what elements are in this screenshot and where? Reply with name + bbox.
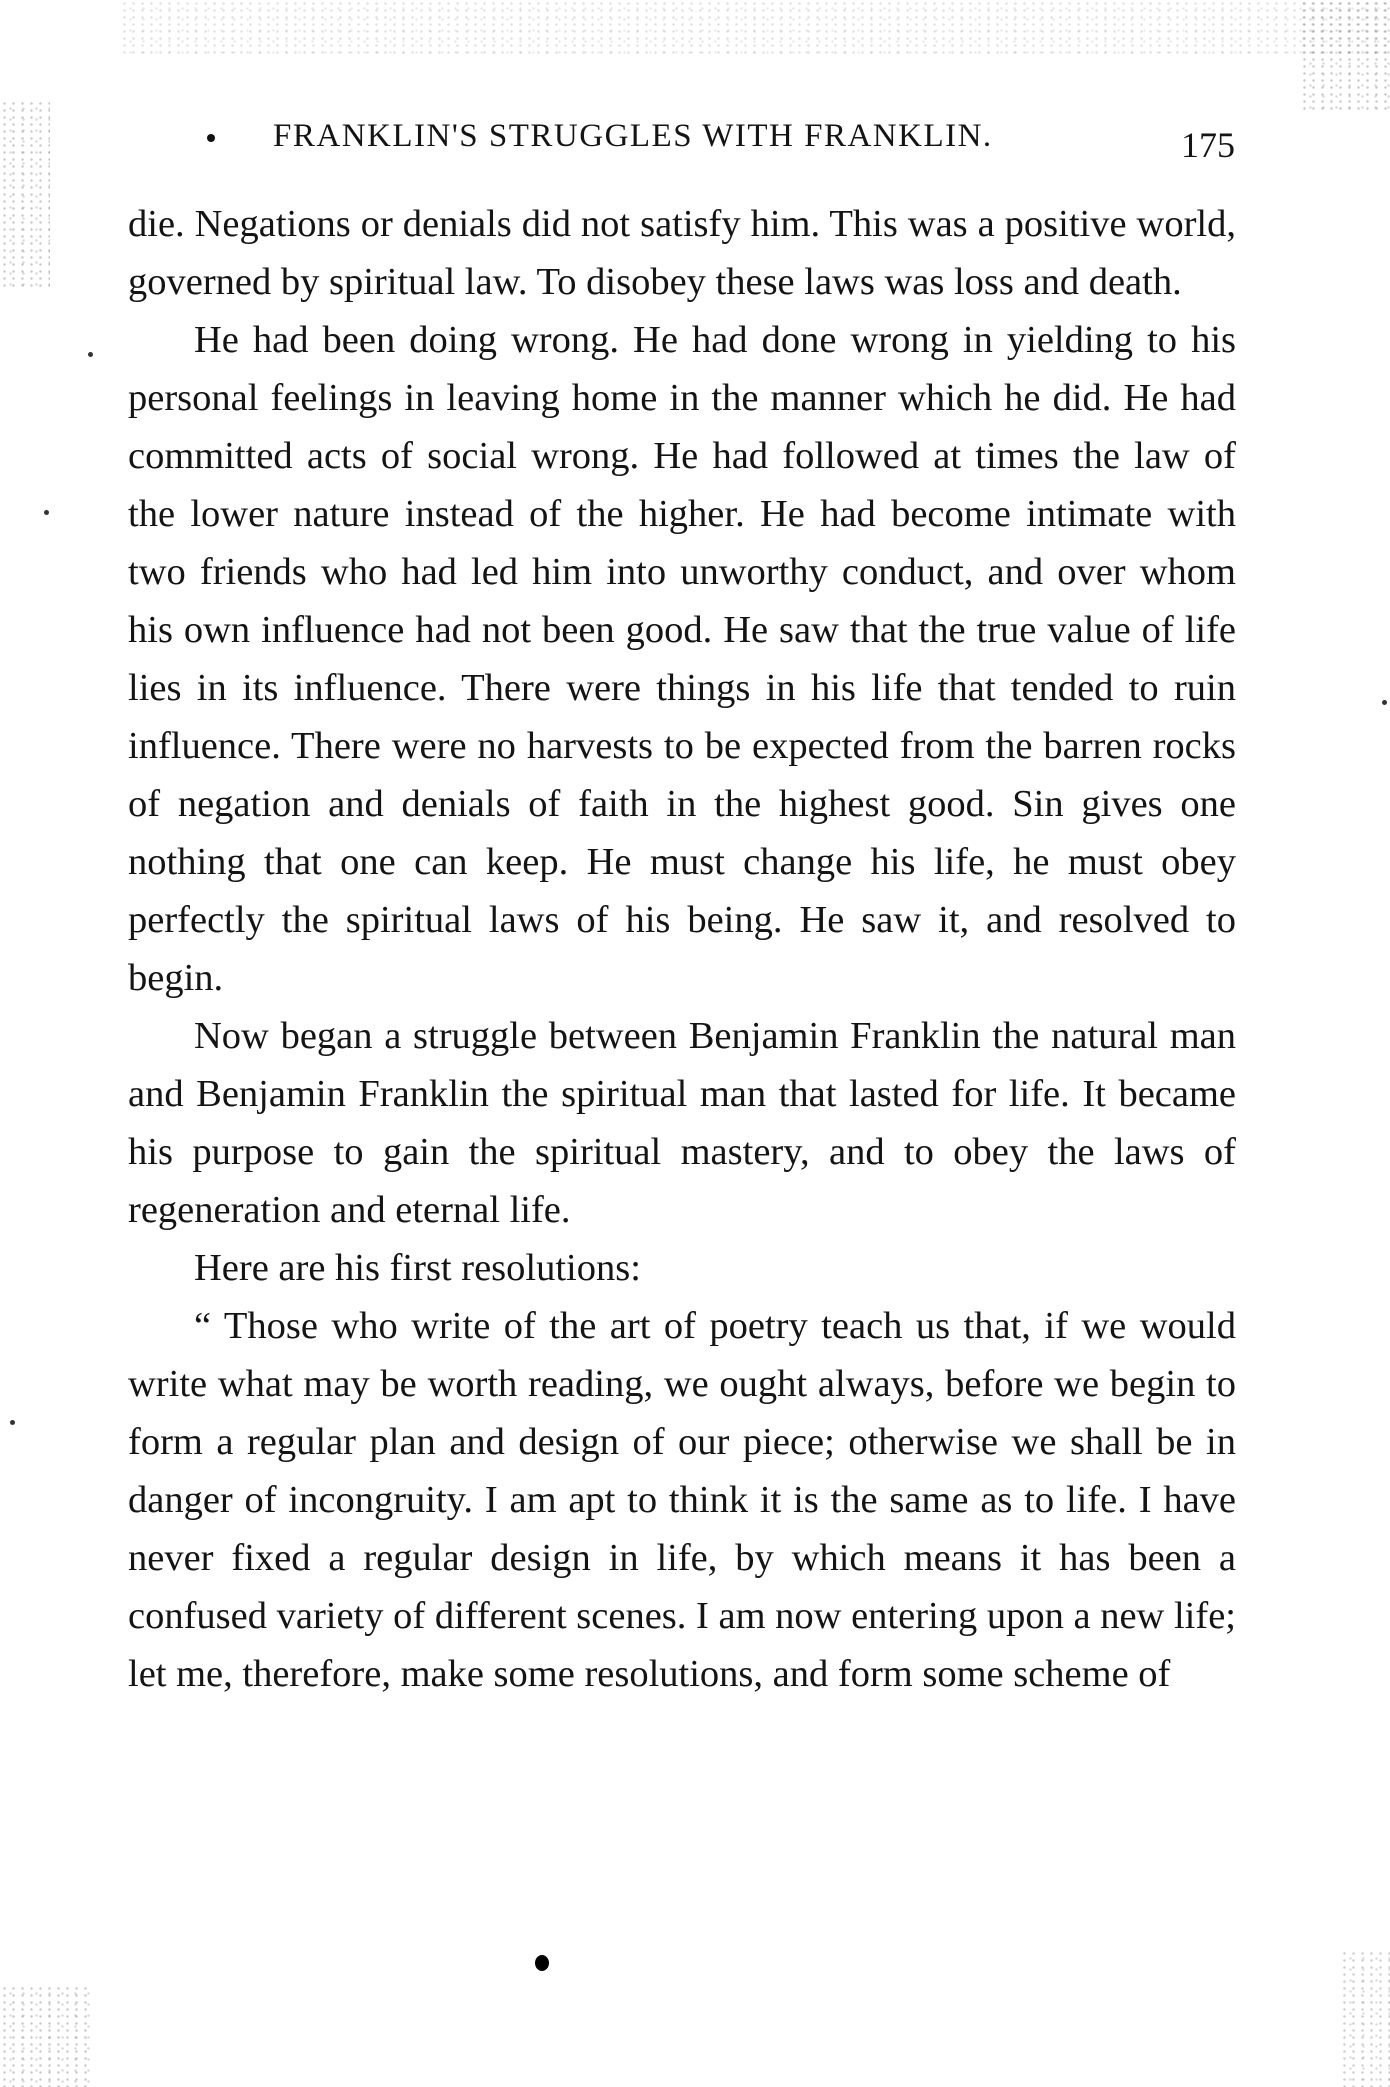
margin-speck <box>1382 700 1387 705</box>
header-bullet <box>207 134 215 142</box>
margin-speck <box>88 352 93 357</box>
paragraph: “ Those who write of the art of poetry teach us that, if we would write what may be worth reading, we ought always, before we begin to form a regular plan and design of our piece; otherwise we shall be in danger of incongruity. I am apt to think it is the same as to life. I have never fixed a regular design in life, by which means it has been a confused variety of different scenes. I am now entering upon a new life; let me, therefore, make some resolutions, and form some scheme of <box>128 1305 1236 1695</box>
paragraph: Here are his first resolutions: <box>194 1247 641 1289</box>
scan-noise-left <box>0 100 50 290</box>
ink-blot <box>535 1955 549 1971</box>
paragraph: Now began a struggle between Benjamin Franklin the natural man and Benjamin Franklin the spiritual man that lasted for life. It became his purpose to gain the spiritual mastery, and to obey the laws of regeneration and eternal life. <box>128 1015 1236 1231</box>
body-text <box>128 195 1236 1703</box>
page-number: 175 <box>1181 125 1235 165</box>
paragraph: die. Negations or denials did not satisfy him. This was a positive world, governed by spiritual law. To disobey these laws was loss and death. <box>128 203 1236 303</box>
running-title: FRANKLIN'S STRUGGLES WITH FRANKLIN. <box>273 118 993 154</box>
scan-noise-top-right <box>1300 0 1390 110</box>
scan-noise-bottom-right <box>1340 1950 1390 2087</box>
scan-noise-bottom-left <box>0 1985 90 2087</box>
margin-speck <box>44 510 49 515</box>
scan-noise-top <box>120 0 1390 58</box>
running-header <box>195 112 1235 172</box>
margin-speck <box>10 1420 15 1425</box>
paragraph: He had been doing wrong. He had done wrong in yielding to his personal feelings in leaving home in the manner which he did. He had committed acts of social wrong. He had followed at times the law of the lower nature instead of the higher. He had become intimate with two friends who had led him into unworthy conduct, and over whom his own influence had not been good. He saw that the true value of life lies in its influence. There were things in his life that tended to ruin influence. There were no harvests to be expected from the barren rocks of negation and denials of faith in the highest good. Sin gives one nothing that one can keep. He must change his life, he must obey perfectly the spiritual laws of his being. He saw it, and resolved to begin. <box>128 319 1236 999</box>
